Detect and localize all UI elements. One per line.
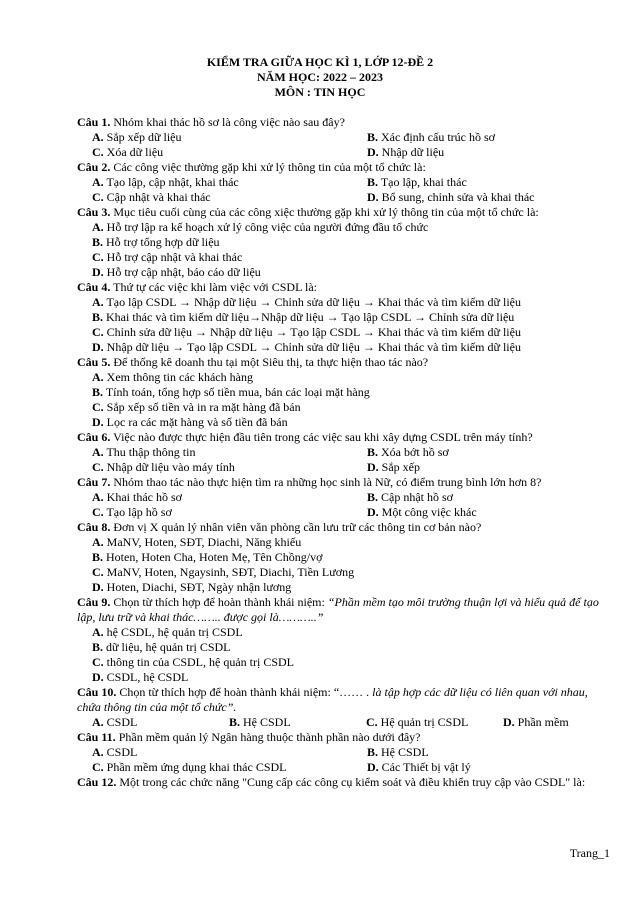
option-d: D. Nhập dữ liệu [367,145,445,159]
exam-header [0,55,640,100]
options-row [92,130,612,145]
option-c: C. Hỗ trợ cập nhật và khai thác [92,250,243,264]
option-a: A. Tạo lập CSDL → Nhập dữ liệu → Chỉnh sửa dữ liệu → Khai thác và tìm kiếm dữ liệu [92,295,521,309]
option-a: A. Thu thập thông tin [92,445,196,459]
option-b: B. Xóa bớt hồ sơ [367,445,449,459]
option-c: C. MaNV, Hoten, Ngaysinh, SĐT, Diachi, Tiền Lương [92,565,355,579]
option-b: B. Hệ CSDL [229,715,291,729]
option-c: C. Sắp xếp số tiền và in ra mặt hàng đã bán [92,400,301,414]
question-1: Câu 1. Nhóm khai thác hồ sơ là công việc nào sau đây? [77,115,345,129]
question-10: Câu 10. Chọn từ thích hợp để hoàn thành khái niệm: “…… . là tập hợp các dữ liệu có liên quan với nhau, chứa thông tin của một tổ chức”. [77,685,588,714]
option-d: D. Nhập dữ liệu → Tạo lập CSDL → Chỉnh sửa dữ liệu → Khai thác và tìm kiếm dữ liệu [92,340,521,354]
options-row [92,445,612,460]
question-6: Câu 6. Việc nào được thực hiện đầu tiên trong các việc sau khi xây dựng CSDL trên máy tính? [77,430,533,444]
option-c: C. Hệ quản trị CSDL [366,715,469,729]
exam-title: KIỂM TRA GIỮA HỌC KÌ 1, LỚP 12-ĐỀ 2 [206,55,434,69]
option-a: A. hệ CSDL, hệ quản trị CSDL [92,625,243,639]
option-d: D. CSDL, hệ CSDL [92,670,189,684]
options-row [92,760,612,775]
option-b: B. Hỗ trợ tổng hợp dữ liệu [92,235,220,249]
option-d: D. Một công việc khác [367,505,477,519]
option-d: D. Sắp xếp [367,460,420,474]
options-row [92,175,612,190]
option-c: C. Nhập dữ liệu vào máy tính [92,460,235,474]
question-12: Câu 12. Một trong các chức năng "Cung cấp các công cụ kiểm soát và điều khiển truy cập vào CSDL" là: [77,775,586,789]
option-c: C. Tạo lập hồ sơ [92,505,172,519]
page-number: Trang_1 [569,846,610,860]
options-row [92,145,612,160]
option-b: B. Tính toán, tổng hợp số tiền mua, bán các loại mặt hàng [92,385,370,399]
question-9: Câu 9. Chọn từ thích hợp để hoàn thành khái niệm: “Phần mềm tạo môi trường thuận lợi và hiểu quả để tạo lập, lưu trữ và khai thác…….. được gọi là………..” [77,595,599,624]
option-d: D. Hoten, Diachi, SĐT, Ngày nhận lương [92,580,292,594]
option-b: B. Khai thác và tìm kiếm dữ liệu→Nhập dữ liệu → Tạo lập CSDL → Chỉnh sửa dữ liệu [92,310,515,324]
question-4: Câu 4. Thứ tự các việc khi làm việc với CSDL là: [77,280,317,294]
options-row [92,745,612,760]
question-list [77,115,612,790]
option-c: C. Cập nhật và khai thác [92,190,211,204]
option-a: A. CSDL [92,745,138,759]
option-c: C. Xóa dữ liệu [92,145,164,159]
option-a: A. Sắp xếp dữ liệu [92,130,182,144]
question-2: Câu 2. Các công việc thường gặp khi xử lý thông tin của một tổ chức là: [77,160,426,174]
options-row [92,715,612,730]
option-c: C. thông tin của CSDL, hệ quản trị CSDL [92,655,294,669]
option-a: A. Tạo lập, cập nhật, khai thác [92,175,239,189]
option-d: D. Các Thiết bị vật lý [367,760,471,774]
option-b: B. Tạo lập, khai thác [367,175,467,189]
option-c: C. Phần mềm ứng dụng khai thác CSDL [92,760,287,774]
option-a: A. Hỗ trợ lập ra kế hoạch xử lý công việc của người đứng đầu tổ chức [92,220,429,234]
question-7: Câu 7. Nhóm thao tác nào thực hiện tìm ra những học sinh là Nữ, có điểm trung bình lớn hơn 8? [77,475,542,489]
options-row [92,460,612,475]
options-row [92,490,612,505]
option-d: D. Hỗ trợ cập nhật, báo cáo dữ liệu [92,265,261,279]
option-a: A. Xem thông tin các khách hàng [92,370,253,384]
option-b: B. Hệ CSDL [367,745,429,759]
question-5: Câu 5. Để thống kê doanh thu tại một Siêu thị, ta thực hiện thao tác nào? [77,355,429,369]
option-d: D. Lọc ra các mặt hàng và số tiền đã bán [92,415,288,429]
option-b: B. Cập nhật hồ sơ [367,490,454,504]
option-b: B. dữ liệu, hệ quản trị CSDL [92,640,231,654]
question-11: Câu 11. Phần mềm quản lý Ngân hàng thuộc thành phần nào dưới đây? [77,730,421,744]
option-b: B. Hoten, Hoten Cha, Hoten Mẹ, Tên Chồng/vợ [92,550,323,564]
option-a: A. Khai thác hồ sơ [92,490,182,504]
option-b: B. Xác định cấu trúc hồ sơ [367,130,495,144]
option-d: D. Phần mềm [503,715,569,729]
option-d: D. Bổ sung, chỉnh sửa và khai thác [367,190,535,204]
options-row [92,505,612,520]
question-8: Câu 8. Đơn vị X quản lý nhân viên văn phòng cần lưu trữ các thông tin cơ bản nào? [77,520,482,534]
option-a: A. CSDL [92,715,138,729]
question-3: Câu 3. Mục tiêu cuối cùng của các công xiệc thường gặp khi xử lý thông tin của một tổ chức là: [77,205,539,219]
option-a: A. MaNV, Hoten, SĐT, Diachi, Năng khiếu [92,535,302,549]
option-c: C. Chỉnh sửa dữ liệu → Nhập dữ liệu → Tạo lập CSDL → Khai thác và tìm kiếm dữ liệu [92,325,521,339]
options-row [92,190,612,205]
school-year: NĂM HỌC: 2022 – 2023 [257,70,383,84]
subject: MÔN : TIN HỌC [274,85,366,99]
